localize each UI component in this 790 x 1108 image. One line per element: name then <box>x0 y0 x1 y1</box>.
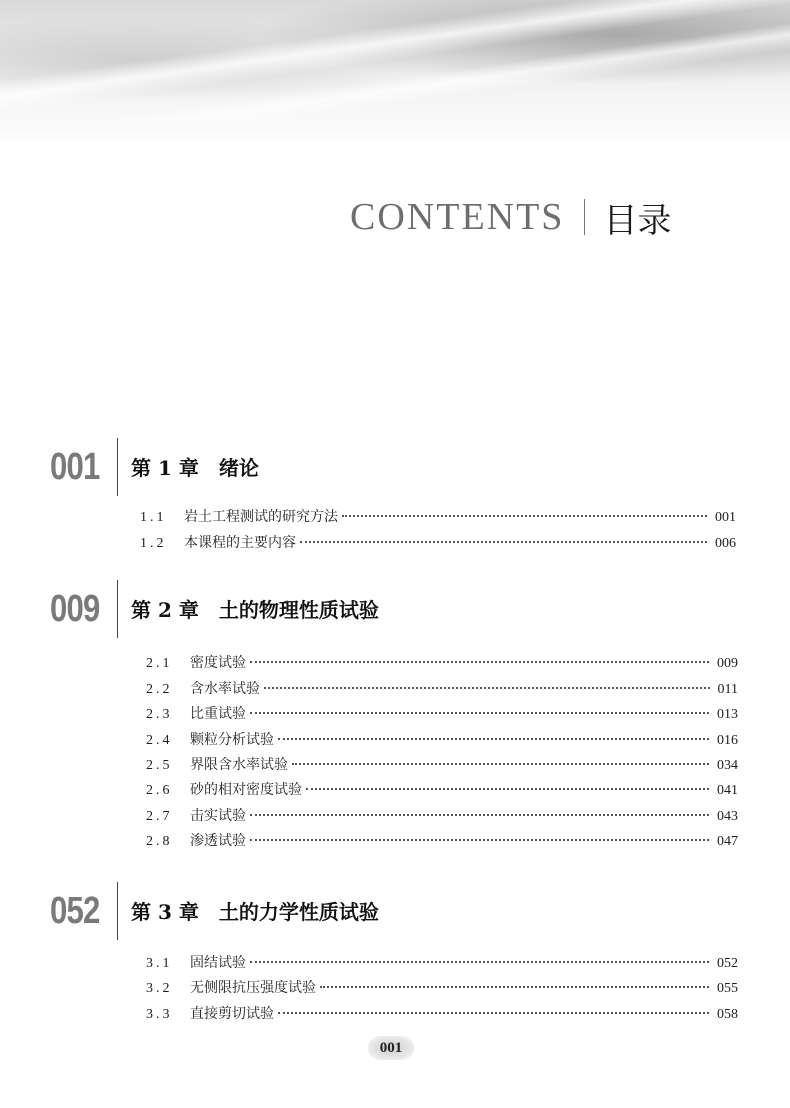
entry-page: 058 <box>717 1007 738 1022</box>
leader-dots <box>278 737 709 740</box>
entry-title: 击实试验 <box>190 808 246 824</box>
entry-number: 2.4 <box>146 733 173 748</box>
toc-entry[interactable] <box>146 805 738 825</box>
toc-entry[interactable] <box>140 532 736 552</box>
toc-entry[interactable] <box>146 754 738 774</box>
entry-page: 043 <box>717 809 738 824</box>
entry-title: 界限含水率试验 <box>190 757 288 773</box>
entry-number: 2.3 <box>146 707 173 722</box>
entry-number: 2.1 <box>146 656 173 671</box>
leader-dots <box>292 762 709 765</box>
chapter-divider <box>117 438 118 496</box>
leader-dots <box>300 540 707 543</box>
entry-title: 比重试验 <box>190 706 246 722</box>
entry-title: 砂的相对密度试验 <box>190 782 302 798</box>
leader-dots <box>264 686 710 689</box>
leader-dots <box>250 838 709 841</box>
entry-title: 固结试验 <box>190 955 246 971</box>
title-divider <box>584 199 585 235</box>
toc-entry[interactable] <box>146 678 738 698</box>
entry-number: 3.1 <box>146 956 173 971</box>
leader-dots <box>320 985 709 988</box>
leader-dots <box>306 787 709 790</box>
entry-title: 直接剪切试验 <box>190 1006 274 1022</box>
entry-page: 034 <box>717 758 738 773</box>
toc-entry[interactable] <box>146 729 738 749</box>
entry-number: 2.6 <box>146 783 173 798</box>
leader-dots <box>250 960 709 963</box>
leader-dots <box>250 813 709 816</box>
entry-page: 006 <box>715 536 736 551</box>
chapter-start-page: 001 <box>50 446 100 488</box>
entry-title: 含水率试验 <box>190 681 260 697</box>
entry-page: 055 <box>717 981 738 996</box>
toc-entry[interactable] <box>146 830 738 850</box>
chapter-title: 第 3 章 土的力学性质试验 <box>131 900 379 924</box>
chapter-start-page: 052 <box>50 890 100 932</box>
toc-entry[interactable] <box>146 703 738 723</box>
leader-dots <box>342 514 707 517</box>
leader-dots <box>250 660 709 663</box>
entry-number: 2.8 <box>146 834 173 849</box>
footer-page-number: 001 <box>368 1036 414 1060</box>
entry-page: 052 <box>717 956 738 971</box>
contents-header <box>350 192 671 242</box>
entry-page: 013 <box>717 707 738 722</box>
entry-title: 岩土工程测试的研究方法 <box>184 509 338 525</box>
entry-number: 3.2 <box>146 981 173 996</box>
entry-number: 2.2 <box>146 682 173 697</box>
toc-entry[interactable] <box>146 652 738 672</box>
entry-title: 本课程的主要内容 <box>184 535 296 551</box>
entry-page: 041 <box>717 783 738 798</box>
chapter-divider <box>117 580 118 638</box>
header-light-streak <box>0 0 790 120</box>
entry-page: 001 <box>715 510 736 525</box>
toc-entry[interactable] <box>146 779 738 799</box>
entry-title: 颗粒分析试验 <box>190 732 274 748</box>
contents-title-zh: 目录 <box>603 200 672 241</box>
toc-entry[interactable] <box>140 506 736 526</box>
entry-number: 3.3 <box>146 1007 173 1022</box>
entry-title: 无侧限抗压强度试验 <box>190 980 316 996</box>
toc-entry[interactable] <box>146 1003 738 1023</box>
entry-page: 011 <box>717 682 738 697</box>
leader-dots <box>278 1011 709 1014</box>
contents-title-en: CONTENTS <box>350 196 565 238</box>
entry-page: 009 <box>717 656 738 671</box>
chapter-title: 第 2 章 土的物理性质试验 <box>131 598 379 622</box>
entry-title: 密度试验 <box>190 655 246 671</box>
entry-number: 1.2 <box>140 536 167 551</box>
entry-page: 016 <box>717 733 738 748</box>
chapter-title: 第 1 章 绪论 <box>131 456 259 480</box>
entry-page: 047 <box>717 834 738 849</box>
chapter-divider <box>117 882 118 940</box>
entry-number: 1.1 <box>140 510 167 525</box>
toc-entry[interactable] <box>146 952 738 972</box>
entry-number: 2.5 <box>146 758 173 773</box>
entry-number: 2.7 <box>146 809 173 824</box>
chapter-start-page: 009 <box>50 588 100 630</box>
leader-dots <box>250 711 709 714</box>
toc-entry[interactable] <box>146 977 738 997</box>
entry-title: 渗透试验 <box>190 833 246 849</box>
